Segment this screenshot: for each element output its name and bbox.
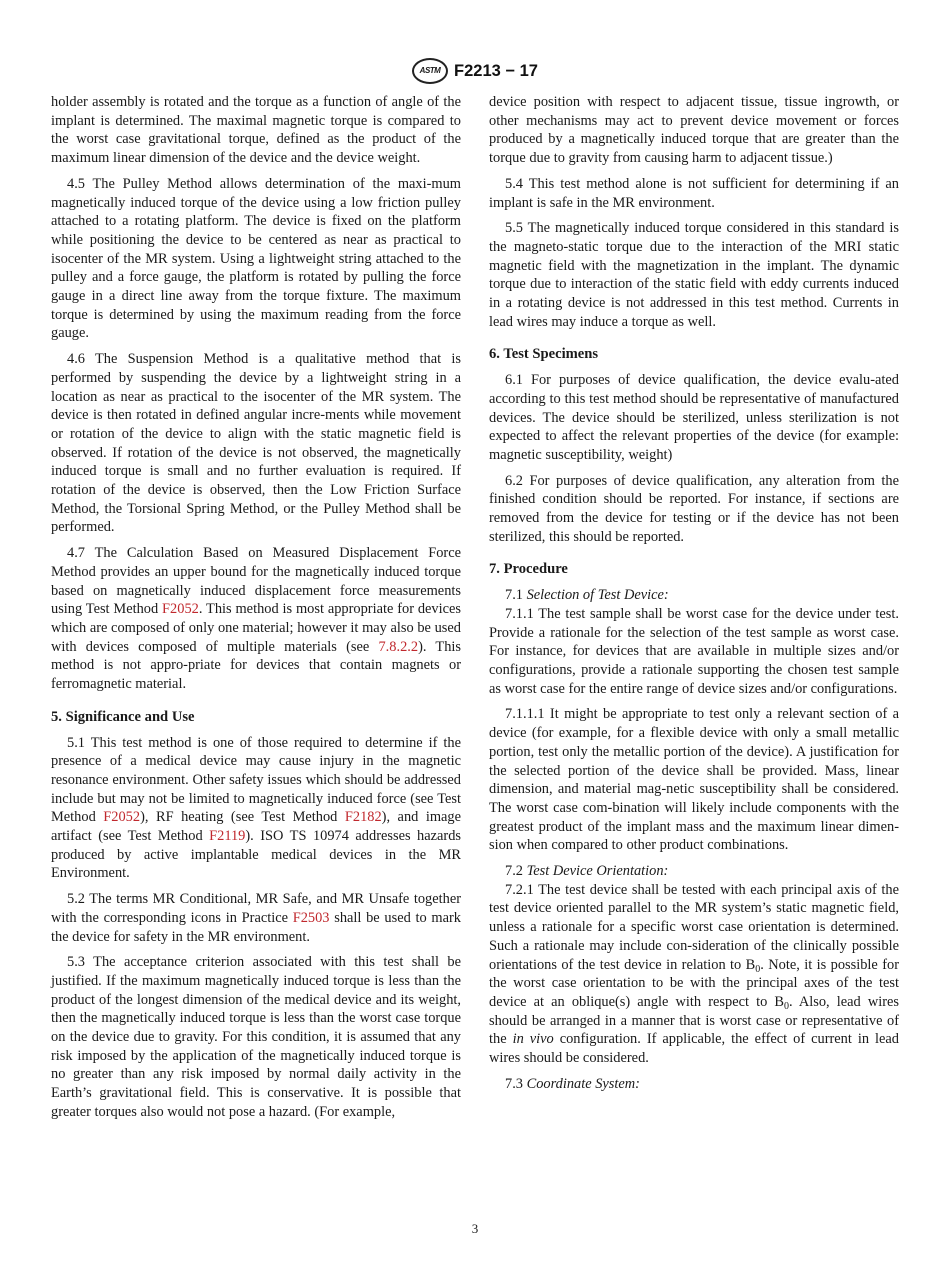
paragraph-5-3-continued: device position with respect to adjacent tissue, tissue ingrowth, or other mechanisms may act to prevent device movement or forces produced by a magnetically induced torque that are greater than the torque due to gravity from causing harm to adjacent tissue.) xyxy=(489,94,899,167)
link-f2182[interactable]: F2182 xyxy=(344,809,382,826)
link-f2119[interactable]: F2119 xyxy=(209,828,246,845)
link-f2503[interactable]: F2503 xyxy=(292,909,330,926)
paragraph-6-2: 6.2 For purposes of device qualification, any alteration from the finished condition should be reported. For instance, if sections are removed from the device for testing or if the device has not been sterilized, this should be reported. xyxy=(489,472,899,545)
section-heading-6: 6. Test Specimens xyxy=(489,346,599,363)
section-heading-7: 7. Procedure xyxy=(489,561,568,578)
right-column xyxy=(489,93,899,1093)
left-column xyxy=(51,93,461,1129)
page-number: 3 xyxy=(471,1221,479,1236)
paragraph-4-4-continued: holder assembly is rotated and the torque as a function of angle of the implant is determined. The maximal magnetic torque is compared to the worst case gravitational torque, defined as the product of the maximum linear dimension of the device and the device weight. xyxy=(51,94,461,167)
link-section-7-8-2-2[interactable]: 7.8.2.2 xyxy=(378,638,419,655)
link-f2052[interactable]: F2052 xyxy=(103,809,141,826)
paragraph-7-1: 7.1 Selection of Test Device: xyxy=(505,587,669,604)
astm-logo: ASTM xyxy=(412,58,448,84)
link-f2052[interactable]: F2052 xyxy=(162,601,199,618)
paragraph-5-4: 5.4 This test method alone is not sufficient for determining if an implant is safe in the MR environment. xyxy=(489,175,899,211)
paragraph-4-6: 4.6 The Suspension Method is a qualitative method that is performed by suspending the device by a lightweight string in a location as near as practical to the isocenter of the MR system. The device is then rotated in defined angular incre-ments while movement or rotation of the device to align with the static magnetic field is observed. If rotation of the device is not observed, the magnetically induced torque is small and no further evaluation is required. If rotation of the device is observed, then the Low Friction Surface Method, the Torsional Spring Method, or the Pulley Method shall be performed. xyxy=(51,351,461,536)
paragraph-5-3: 5.3 The acceptance criterion associated with this test shall be justified. If the maximum magnetically induced torque is less than the product of the longest dimension of the medical device and its weight, then the magnetically induced torque is less than the worst case torque on the device due to gravity. For this condition, it is assumed that any risk imposed by the application of the magnetically induced torque is no greater than any risk imposed by normal daily activity in the Earth’s gravitational field. This is conservative. It is possible that greater torques also would not pose a hazard. (For example, xyxy=(51,954,461,1120)
paragraph-6-1: 6.1 For purposes of device qualification, the device evalu-ated according to this test method should be representative of manufactured devices. The device should be sterilized, unless sterilization is not expected to affect the relevant properties of the device (for example: magnetic susceptibility, weight) xyxy=(489,372,899,463)
paragraph-5-2: 5.2 The terms MR Conditional, MR Safe, and MR Unsafe together with the corresponding icons in Practice F2503 shall be used to mark the device for safety in the MR environment. xyxy=(51,891,461,945)
paragraph-7-2: 7.2 Test Device Orientation: xyxy=(505,863,669,880)
paragraph-5-5: 5.5 The magnetically induced torque considered in this standard is the magneto-static torque due to the interaction of the MRI static magnetic field with the magnetization in the implant. The dynamic torque due to interaction of the static field with eddy currents induced in a rotating device is not addressed in this test method. Currents in lead wires may induce a torque as well. xyxy=(489,220,899,330)
paragraph-5-1: 5.1 This test method is one of those required to determine if the presence of a medical device may cause injury in the magnetic resonance environment. Other safety issues which should be addressed include but may not be limited to magnetically induced force (see Test Method F2052), RF heating (see Test Method F2182), and image artifact (see Test Method F2119). ISO TS 10974 addresses hazards produced by active implantable medical devices in the MR Environment. xyxy=(51,734,461,882)
paragraph-7-1-1: 7.1.1 The test sample shall be worst case for the device under test. Provide a rationale for the selection of the test sample as worst case. For instance, for devices that are available in multiple sizes and/or configurations, provide a rationale supporting the chosen test sample as worst case for the entire range of device sizes and/or configurations. xyxy=(489,605,899,697)
paragraph-7-1-1-1: 7.1.1.1 It might be appropriate to test only a relevant section of a device (for example, for a flexible device with only a small metallic portion, test only the metallic portion of the device). A justification for the selected portion of the device shall be provided. Mass, linear dimension, and material mag-netic susceptibility shall be considered. The worst case com-bination will likely include components with the greatest product of the implant mass and the maximum linear dimen-sion when compared to other product combinations. xyxy=(489,706,899,854)
page-header xyxy=(0,56,950,86)
paragraph-7-3: 7.3 Coordinate System: xyxy=(505,1075,640,1092)
paragraph-7-2-1: 7.2.1 The test device shall be tested with each principal axis of the test device oriented parallel to the MR system’s static magnetic field, unless a rationale for a specific worst case orientation is determined. Such a rationale may include con-sideration of the clinically possible orientations of the test device in relation to $B_0$. Note, it is possible for the worst case orientation to be with the principal axes of the test device at an oblique(s) angle with respect to $B_0$. Also, lead wires should be arranged in a manner that is worst case or representative of the in vivo configuration. If applicable, the effect of current in lead wires should be considered. xyxy=(489,881,900,1067)
paragraph-4-5: 4.5 The Pulley Method allows determination of the maxi-mum magnetically induced torque of the device using a low friction pulley attached to a rotating platform. The device is fixed on the platform while positioning the device to be centered as near as practical to isocenter of the MR system. Using a lightweight string attached to the pulley and a force gauge, the platform is rotated by pulling the force gauge in a direct line away from the torque fixture. The maximum torque is determined by using the maximum reading from the force gauge. xyxy=(51,175,461,342)
paragraph-4-7: 4.7 The Calculation Based on Measured Displacement Force Method provides an upper bound for the magnetically induced torque based on magnetically induced displacement force measurements using Test Method F2052. This method is most appropriate for devices which are composed of only one material; however it may also be used with devices composed of multiple materials (see 7.8.2.2). This method is not appro-priate for devices that contain magnets or ferromagnetic material. xyxy=(51,545,461,693)
standard-designation: F2213 − 17 xyxy=(454,61,538,80)
section-heading-5: 5. Significance and Use xyxy=(51,708,195,725)
